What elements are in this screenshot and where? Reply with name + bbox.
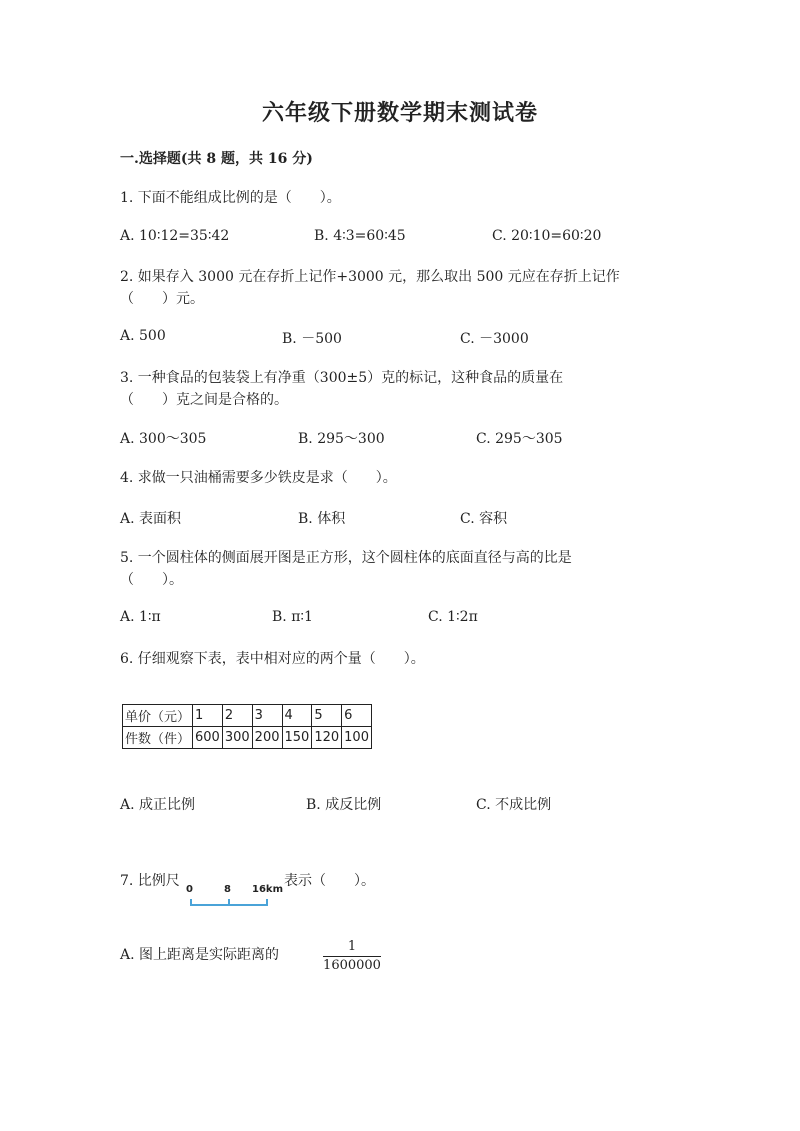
page-title: 六年级下册数学期末测试卷: [261, 100, 538, 126]
table-cell: 件数（件）: [123, 727, 193, 749]
q6-option-b[interactable]: B. 成反比例: [306, 797, 382, 813]
q4-option-b[interactable]: B. 体积: [298, 511, 346, 527]
q1-option-a[interactable]: A. 10∶12=35∶42: [120, 228, 230, 244]
price-quantity-table: [122, 704, 372, 749]
question-7-prefix: 7. 比例尺: [120, 873, 180, 889]
table-cell: 600: [193, 727, 223, 749]
q6-option-c[interactable]: C. 不成比例: [476, 797, 552, 813]
table-cell: 1: [193, 705, 223, 727]
fraction-numerator: 1: [347, 939, 357, 954]
scale-label: 0: [186, 884, 193, 895]
q5-option-c[interactable]: C. 1∶2π: [428, 609, 478, 625]
table-cell: 2: [222, 705, 252, 727]
table-cell: 单价（元）: [123, 705, 193, 727]
q4-option-c[interactable]: C. 容积: [460, 511, 508, 527]
table-cell: 150: [282, 727, 312, 749]
scale-tick: [190, 899, 192, 905]
q7-option-a[interactable]: A. 图上距离是实际距离的: [120, 947, 280, 963]
fraction-bar: [323, 956, 381, 957]
question-1: 1. 下面不能组成比例的是（ ）。: [120, 190, 341, 206]
question-3-line-1: 3. 一种食品的包装袋上有净重（300±5）克的标记，这种食品的质量在: [120, 370, 564, 386]
q1-option-c[interactable]: C. 20∶10=60∶20: [492, 228, 602, 244]
scale-label: 8: [224, 884, 231, 895]
table-cell: 200: [252, 727, 282, 749]
question-3-line-2: （ ）克之间是合格的。: [120, 392, 288, 408]
table-cell: 6: [342, 705, 372, 727]
question-5-line-1: 5. 一个圆柱体的侧面展开图是正方形，这个圆柱体的底面直径与高的比是: [120, 550, 572, 566]
section-heading: 一.选择题(共 8 题，共 16 分): [120, 151, 313, 167]
scale-tick: [228, 899, 230, 905]
question-2-line-1: 2. 如果存入 3000 元在存折上记作+3000 元，那么取出 500 元应在存折上记作: [120, 269, 620, 285]
q5-option-a[interactable]: A. 1∶π: [120, 609, 161, 625]
q1-option-b[interactable]: B. 4∶3=60∶45: [314, 228, 406, 244]
fraction-denominator: 1600000: [323, 958, 381, 973]
scale-bar-diagram: [186, 884, 296, 910]
table-cell: 300: [222, 727, 252, 749]
question-5-line-2: （ ）。: [120, 572, 183, 588]
table-cell: 3: [252, 705, 282, 727]
q3-option-b[interactable]: B. 295～300: [298, 431, 385, 447]
question-6: 6. 仔细观察下表，表中相对应的两个量（ ）。: [120, 651, 425, 667]
question-2-line-2: （ ）元。: [120, 291, 204, 307]
question-4: 4. 求做一只油桶需要多少铁皮是求（ ）。: [120, 470, 397, 486]
q2-option-a[interactable]: A. 500: [120, 328, 166, 344]
q2-option-b[interactable]: B. －500: [282, 331, 342, 347]
table-cell: 4: [282, 705, 312, 727]
q6-option-a[interactable]: A. 成正比例: [120, 797, 196, 813]
q3-option-a[interactable]: A. 300～305: [120, 431, 207, 447]
table-cell: 120: [312, 727, 342, 749]
table-cell: 5: [312, 705, 342, 727]
q2-option-c[interactable]: C. －3000: [460, 331, 529, 347]
q4-option-a[interactable]: A. 表面积: [120, 511, 182, 527]
scale-tick: [266, 899, 268, 905]
table-row: [123, 727, 372, 749]
q5-option-b[interactable]: B. π∶1: [272, 609, 313, 625]
table-row: [123, 705, 372, 727]
scale-label: 16km: [252, 884, 283, 895]
table-cell: 100: [342, 727, 372, 749]
question-7-suffix: 表示（ ）。: [284, 873, 375, 889]
fraction: [323, 939, 381, 974]
q3-option-c[interactable]: C. 295～305: [476, 431, 563, 447]
